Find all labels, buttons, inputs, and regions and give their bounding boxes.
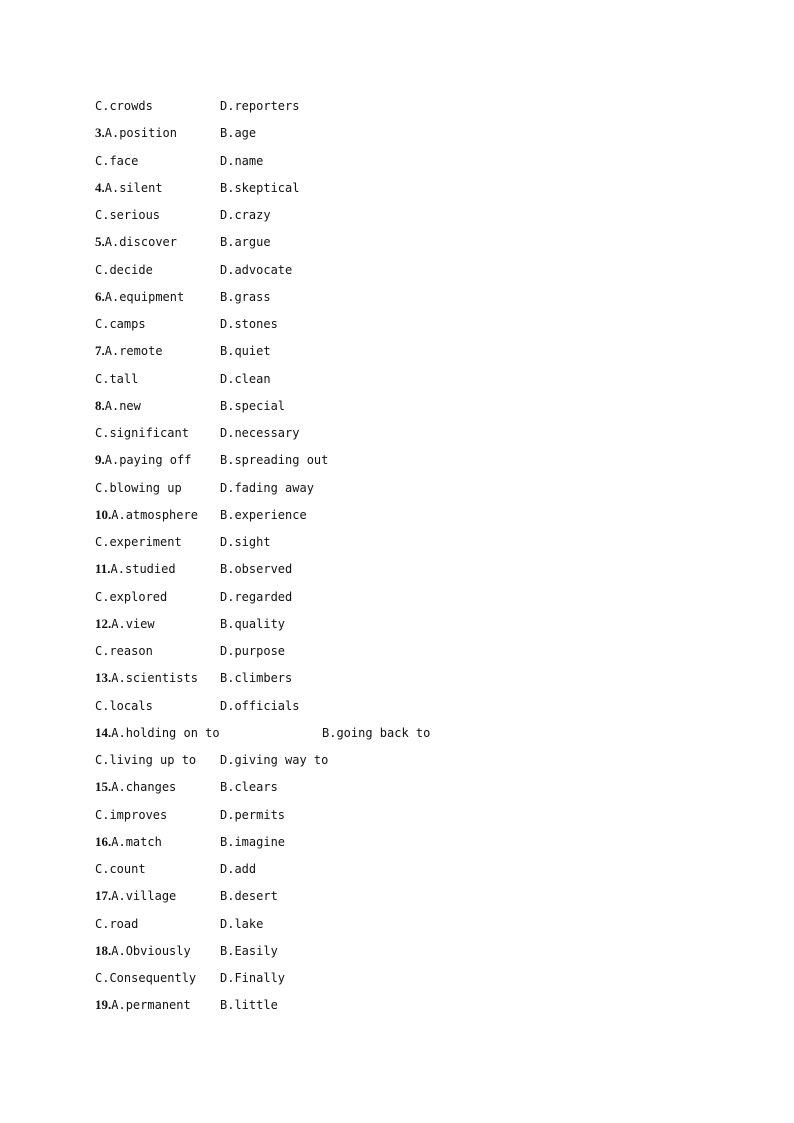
option-left <box>95 886 176 906</box>
option-row <box>95 995 695 1015</box>
option-row <box>95 859 695 879</box>
option-left-text: A.atmosphere <box>111 507 198 522</box>
option-right-text: B.little <box>220 998 278 1013</box>
option-right-text: D.lake <box>220 916 264 931</box>
option-left-text: A.remote <box>104 344 163 359</box>
option-right-text: D.clean <box>220 371 271 386</box>
option-left-text: C.living up to <box>95 753 197 767</box>
question-number: 4. <box>95 179 105 195</box>
option-right-text: B.spreading out <box>220 453 329 468</box>
option-right-text: D.permits <box>220 807 286 822</box>
question-number: 8. <box>95 397 105 413</box>
option-right-text: D.crazy <box>220 208 271 222</box>
option-row <box>95 559 695 579</box>
option-left <box>95 423 189 443</box>
option-left-text: C.road <box>95 916 139 931</box>
option-left-text: C.camps <box>95 317 146 331</box>
option-right-text: D.giving way to <box>220 753 329 767</box>
option-right-text: D.advocate <box>220 262 293 277</box>
option-right-text: B.desert <box>220 889 278 904</box>
option-right-text: B.Easily <box>220 943 278 958</box>
option-row <box>95 668 695 688</box>
option-left <box>95 396 141 416</box>
question-number: 11. <box>95 561 111 577</box>
option-left <box>95 559 176 579</box>
option-row <box>95 314 695 334</box>
option-left <box>95 777 176 797</box>
option-right-text: B.argue <box>220 235 271 250</box>
option-left <box>95 832 162 852</box>
option-right-text: D.purpose <box>220 644 286 658</box>
option-left-text: A.permanent <box>111 998 191 1013</box>
option-row <box>95 777 695 797</box>
option-left-text: C.count <box>95 862 146 876</box>
option-left-text: C.experiment <box>95 535 182 549</box>
question-number: 6. <box>95 288 105 304</box>
option-row <box>95 260 695 280</box>
question-number: 12. <box>95 615 112 631</box>
option-right-text: B.age <box>220 126 257 141</box>
option-left <box>95 750 196 770</box>
question-number: 15. <box>95 779 112 795</box>
option-right-text: B.quality <box>220 616 286 631</box>
option-row <box>95 641 695 661</box>
option-left-text: A.paying off <box>104 453 192 468</box>
option-left <box>95 341 163 361</box>
option-left-text: A.equipment <box>104 289 185 304</box>
option-row <box>95 832 695 852</box>
question-number: 16. <box>95 833 112 849</box>
option-left-text: C.crowds <box>95 99 153 113</box>
option-row <box>95 587 695 607</box>
option-left <box>95 450 191 470</box>
option-left <box>95 723 220 743</box>
option-left-text: A.Obviously <box>111 943 191 958</box>
option-row <box>95 750 695 770</box>
option-left <box>95 668 198 688</box>
option-row <box>95 151 695 171</box>
option-left <box>95 805 167 825</box>
option-left <box>95 314 146 334</box>
option-right-text: B.experience <box>220 507 307 522</box>
option-left-text: A.holding on to <box>111 725 220 740</box>
option-row <box>95 423 695 443</box>
question-number: 18. <box>95 942 112 958</box>
option-right-text: B.grass <box>220 289 271 304</box>
option-right-text: D.sight <box>220 535 271 549</box>
option-row <box>95 478 695 498</box>
option-left <box>95 614 155 634</box>
option-right-text: B.observed <box>220 562 293 577</box>
option-right-text: B.climbers <box>220 671 293 686</box>
option-right-text: D.name <box>220 153 264 168</box>
option-left-text: A.village <box>111 889 177 904</box>
option-right-text: D.Finally <box>220 971 286 985</box>
question-number: 9. <box>95 452 105 468</box>
option-left-text: C.serious <box>95 208 161 222</box>
option-left-text: A.position <box>104 126 177 141</box>
option-row <box>95 914 695 934</box>
option-left-text: C.blowing up <box>95 480 182 495</box>
option-row <box>95 723 695 743</box>
option-right-text: B.skeptical <box>220 180 300 195</box>
option-left <box>95 478 182 498</box>
option-left-text: C.locals <box>95 698 153 713</box>
question-number: 3. <box>95 125 105 141</box>
option-right-text: D.reporters <box>220 99 300 113</box>
option-left-text: C.Consequently <box>95 971 197 985</box>
option-left-text: C.significant <box>95 426 189 440</box>
option-left-text: A.scientists <box>111 671 198 686</box>
option-row <box>95 805 695 825</box>
option-right-text: D.regarded <box>220 589 293 604</box>
option-row <box>95 369 695 389</box>
option-left <box>95 859 146 879</box>
option-row <box>95 450 695 470</box>
option-left-text: C.explored <box>95 589 168 604</box>
option-left-text: C.face <box>95 153 139 168</box>
option-row <box>95 287 695 307</box>
option-right-text: B.imagine <box>220 834 286 849</box>
option-left-text: A.match <box>111 834 162 849</box>
option-right-text: B.clears <box>220 780 278 795</box>
option-row <box>95 96 695 116</box>
option-left <box>95 205 160 225</box>
option-row <box>95 232 695 252</box>
option-left <box>95 641 153 661</box>
option-left <box>95 151 138 171</box>
option-left-text: A.discover <box>104 235 177 250</box>
question-number: 10. <box>95 506 112 522</box>
option-left <box>95 995 191 1015</box>
option-left <box>95 532 182 552</box>
option-right-text: B.going back to <box>322 725 431 740</box>
option-right-text: D.necessary <box>220 426 300 440</box>
option-left <box>95 587 167 607</box>
option-row <box>95 396 695 416</box>
option-left <box>95 123 177 143</box>
option-left-text: A.silent <box>104 180 163 195</box>
option-right-text: B.special <box>220 398 286 413</box>
option-left-text: C.tall <box>95 371 139 386</box>
option-left <box>95 941 191 961</box>
question-number: 13. <box>95 670 112 686</box>
option-row <box>95 968 695 988</box>
option-row <box>95 178 695 198</box>
option-row <box>95 941 695 961</box>
option-row <box>95 532 695 552</box>
option-left-text: A.studied <box>110 562 176 577</box>
option-left-text: A.new <box>104 398 141 413</box>
question-number: 17. <box>95 888 112 904</box>
option-left-text: C.improves <box>95 807 168 822</box>
option-left <box>95 260 153 280</box>
option-right-text: D.stones <box>220 317 278 331</box>
option-left <box>95 505 198 525</box>
option-left-text: C.reason <box>95 644 153 658</box>
question-number: 7. <box>95 343 105 359</box>
option-row <box>95 341 695 361</box>
option-right-text: D.fading away <box>220 480 314 495</box>
option-left <box>95 968 196 988</box>
option-row <box>95 123 695 143</box>
option-right-text: B.quiet <box>220 344 271 359</box>
option-row <box>95 205 695 225</box>
question-number: 14. <box>95 724 112 740</box>
option-left-text: C.decide <box>95 262 153 277</box>
option-left <box>95 287 184 307</box>
option-left-text: A.view <box>111 616 155 631</box>
option-right-text: D.add <box>220 862 257 876</box>
option-left <box>95 696 153 716</box>
option-left <box>95 369 138 389</box>
question-number: 19. <box>95 997 112 1013</box>
option-row <box>95 696 695 716</box>
option-left <box>95 96 153 116</box>
option-row <box>95 505 695 525</box>
question-number: 5. <box>95 234 105 250</box>
option-row <box>95 614 695 634</box>
option-row <box>95 886 695 906</box>
option-left <box>95 178 163 198</box>
option-right-text: D.officials <box>220 698 300 713</box>
option-left <box>95 914 138 934</box>
option-left-text: A.changes <box>111 780 177 795</box>
option-left <box>95 232 177 252</box>
